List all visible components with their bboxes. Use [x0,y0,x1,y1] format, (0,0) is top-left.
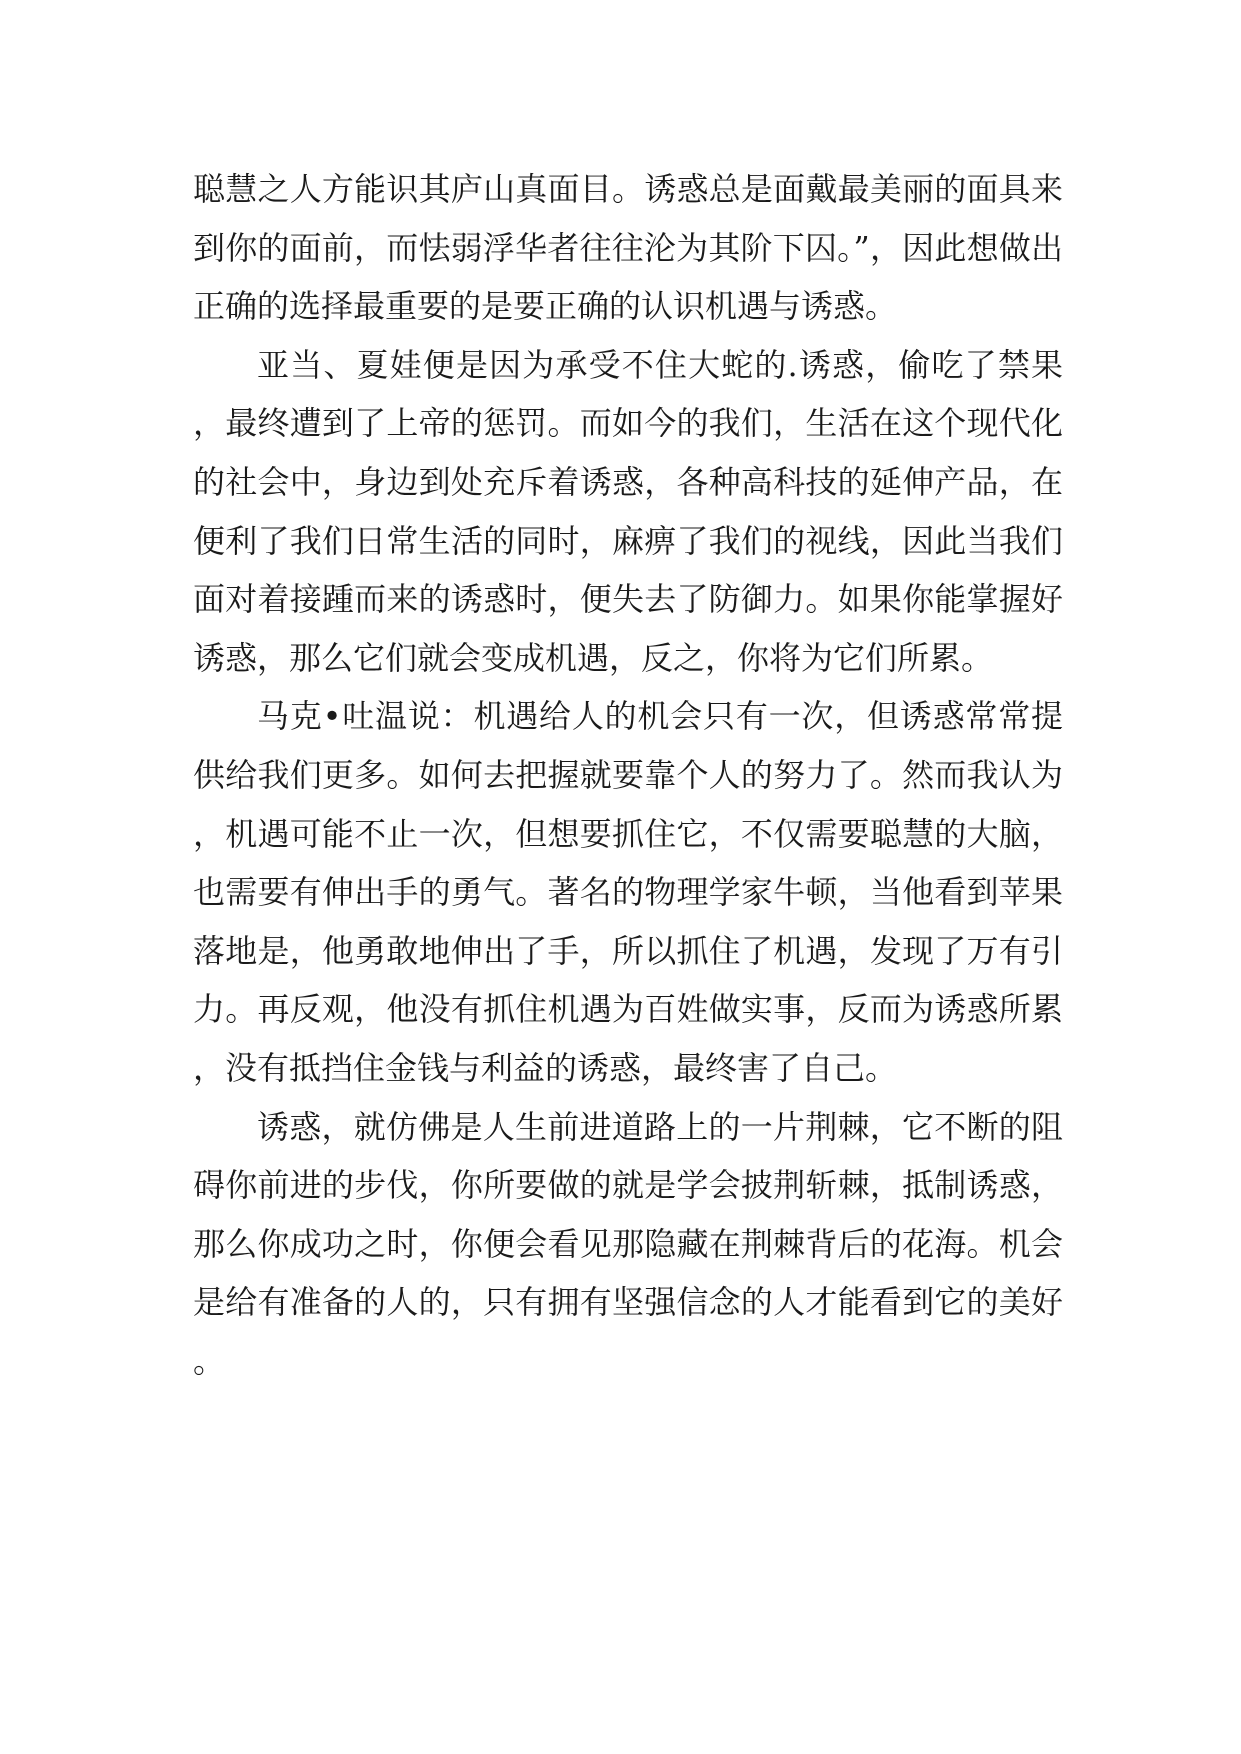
paragraph-3: 马克•吐温说：机遇给人的机会只有一次，但诱惑常常提供给我们更多。如何去把握就要靠个人的努力了。然而我认为，机遇可能不止一次，但想要抓住它，不仅需要聪慧的大脑，也需要有伸出手的勇气。著名的物理学家牛顿，当他看到苹果落地是，他勇敢地伸出了手，所以抓住了机遇，发现了万有引力。再反观，他没有抓住机遇为百姓做实事，反而为诱惑所累，没有抵挡住金钱与利益的诱惑，最终害了自己。 [193,697,1063,1087]
document-body [193,160,1063,1390]
paragraph-1: 聪慧之人方能识其庐山真面目。诱惑总是面戴最美丽的面具来到你的面前，而怯弱浮华者往往沦为其阶下囚。”，因此想做出正确的选择最重要的是要正确的认识机遇与诱惑。 [193,170,1063,326]
paragraph-2: 亚当、夏娃便是因为承受不住大蛇的.诱惑，偷吃了禁果，最终遭到了上帝的惩罚。而如今的我们，生活在这个现代化的社会中，身边到处充斥着诱惑，各种高科技的延伸产品，在便利了我们日常生活的同时，麻痹了我们的视线，因此当我们面对着接踵而来的诱惑时，便失去了防御力。如果你能掌握好诱惑，那么它们就会变成机遇，反之，你将为它们所累。 [193,345,1063,677]
paragraph-4: 诱惑，就仿佛是人生前进道路上的一片荆棘，它不断的阻碍你前进的步伐，你所要做的就是学会披荆斩棘，抵制诱惑，那么你成功之时，你便会看见那隐藏在荆棘背后的花海。机会是给有准备的人的，只有拥有坚强信念的人才能看到它的美好。 [193,1107,1063,1380]
